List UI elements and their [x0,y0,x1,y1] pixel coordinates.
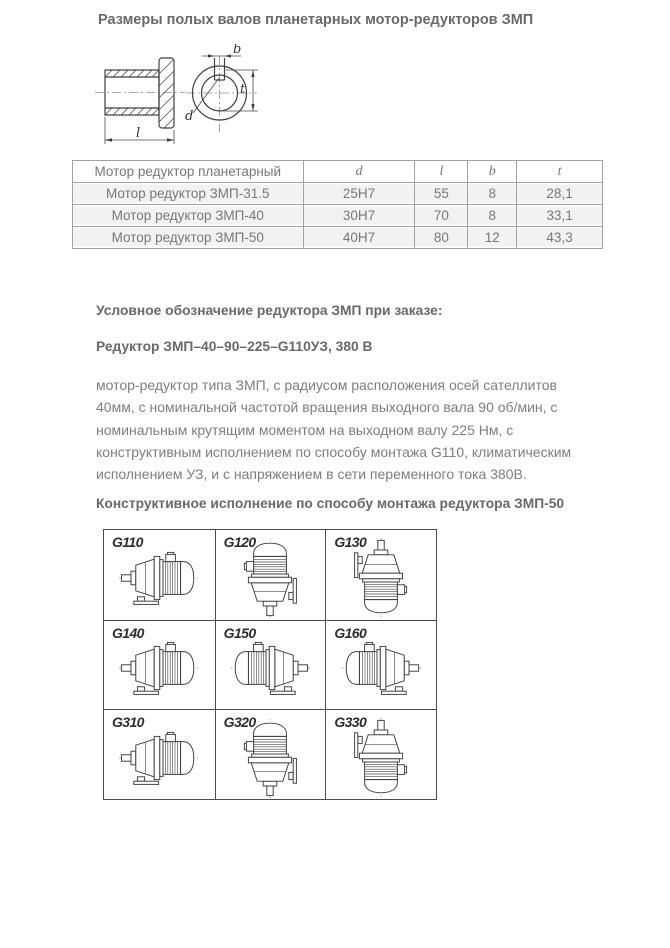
mounting-cell-g150 [215,620,326,710]
hollow-shaft-dimensions-table [72,160,603,249]
mounting-heading: Конструктивное исполнение по способу монтажа редуктора ЗМП-50 [96,496,565,511]
mounting-cell-g140 [104,620,215,710]
mounting-variant-label: G130 [334,534,367,550]
mounting-variants-grid [103,529,437,800]
cell-b: 8 [468,205,517,227]
dim-t-label: t [240,82,246,97]
mounting-variant-label: G330 [334,714,367,731]
cell-d: 40H7 [303,227,415,249]
cell-b: 8 [468,183,517,205]
col-header-t: t [517,161,603,183]
col-header-b: b [468,161,517,183]
mounting-variant-label: G160 [334,624,367,641]
mounting-cell-g320 [215,709,326,799]
dim-d-label: d [185,109,194,124]
mounting-variant-label: G110 [112,534,143,550]
table-header-row [73,161,603,183]
motor-reducer-drawing [230,718,310,798]
table-row [73,183,603,205]
mounting-cell-g330 [325,709,436,799]
dim-l-label: l [136,126,141,141]
col-header-name: Мотор редуктор планетарный [73,161,304,183]
mounting-variant-label: G150 [223,624,256,641]
cell-t: 43,3 [517,227,603,249]
mounting-cell-g160 [325,620,436,710]
mounting-variant-label: G320 [223,714,256,731]
hollow-shaft-drawing [90,44,305,152]
cell-name: Мотор редуктор ЗМП-31.5 [73,183,304,205]
motor-reducer-drawing [341,538,421,618]
mounting-cell-g310 [104,709,215,799]
col-header-d: d [303,161,415,183]
cell-t: 33,1 [517,205,603,227]
motor-reducer-drawing [230,628,310,708]
cell-l: 55 [415,183,468,205]
motor-reducer-drawing [230,538,310,618]
page-title: Размеры полых валов планетарных мотор-редукторов ЗМП [98,12,534,28]
table-row [73,205,603,227]
cell-name: Мотор редуктор ЗМП-50 [73,227,304,249]
dim-b-label: b [233,44,242,57]
cell-d: 25H7 [303,183,415,205]
mounting-cell-g110 [104,530,215,620]
mounting-cell-g130 [325,530,436,620]
cell-b: 12 [468,227,517,249]
mounting-variant-label: G140 [112,624,144,641]
ordering-designation: Редуктор ЗМП–40–90–225–G110УЗ, 380 В [96,339,373,354]
mounting-variant-label: G120 [223,534,256,550]
ordering-heading: Условное обозначение редуктора ЗМП при заказе: [96,303,443,318]
cell-name: Мотор редуктор ЗМП-40 [73,205,304,227]
motor-reducer-drawing [341,628,421,708]
ordering-description: мотор-редуктор типа ЗМП, с радиусом расположения осей сателлитов 40мм, с номинальной частотой вращения выходного вала 90 об/мин, с номинальным крутящим моментом на выходном валу 225 Нм, с конструктивным исполнением по способу монтажа G110, климатическим исполнением УЗ, и с напряжением в сети переменного тока 380В. [96,377,572,483]
motor-reducer-drawing [341,718,421,798]
table-row [73,227,603,249]
cell-l: 80 [415,227,468,249]
col-header-l: l [415,161,468,183]
cell-t: 28,1 [517,183,603,205]
cell-l: 70 [415,205,468,227]
cell-d: 30H7 [303,205,415,227]
mounting-variant-label: G310 [112,714,144,731]
mounting-cell-g120 [215,530,326,620]
